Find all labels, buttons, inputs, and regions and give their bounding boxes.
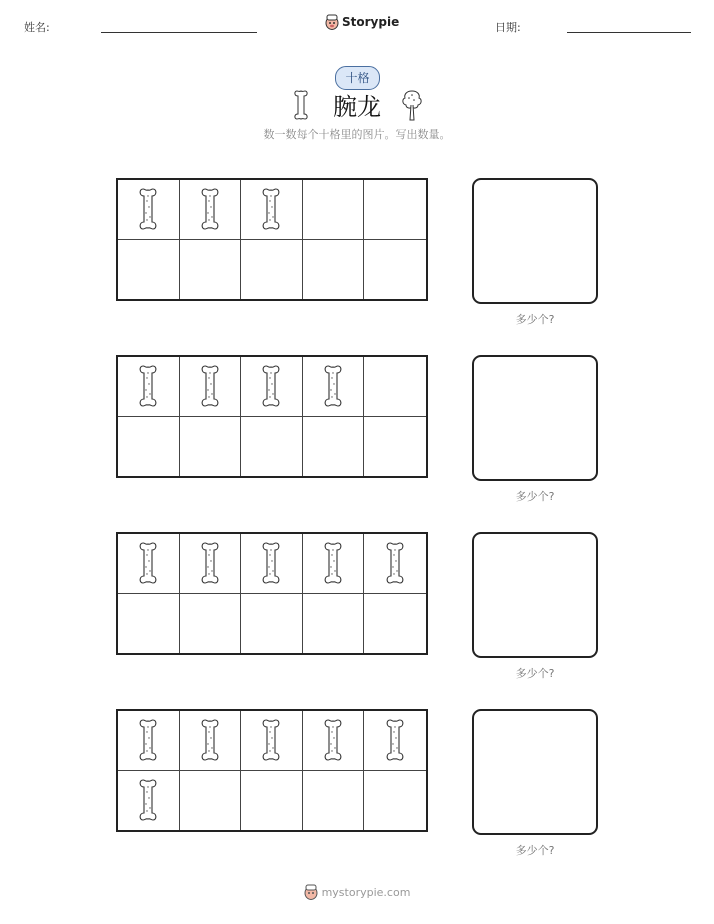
ten-frame-cell: [364, 180, 426, 240]
ten-frame: [116, 532, 428, 655]
date-line[interactable]: [567, 32, 691, 33]
storypie-mascot-icon: [304, 884, 318, 900]
ten-frame-cell: [118, 711, 180, 771]
bone-icon: [386, 541, 404, 585]
storypie-mascot-icon: [325, 14, 339, 30]
ten-frame-cell: [180, 534, 242, 594]
ten-frame-cell: [241, 357, 303, 417]
ten-frame-cell: [180, 357, 242, 417]
ten-frame-cell: [364, 711, 426, 771]
ten-frame-cell: [118, 417, 180, 477]
ten-frame-cell: [303, 240, 365, 300]
bone-icon: [324, 364, 342, 408]
ten-frame-cell: [241, 594, 303, 654]
answer-box[interactable]: [472, 532, 598, 658]
ten-frame-cell: [118, 771, 180, 831]
name-label: 姓名:: [24, 21, 50, 34]
tree-icon: [400, 88, 424, 122]
bone-icon: [139, 541, 157, 585]
bone-icon: [201, 718, 219, 762]
answer-box[interactable]: [472, 355, 598, 481]
footer: [0, 884, 714, 900]
ten-frame-cell: [118, 357, 180, 417]
ten-frame-cell: [241, 417, 303, 477]
name-line[interactable]: [101, 32, 257, 33]
ten-frame-cell: [241, 711, 303, 771]
ten-frame-cell: [364, 240, 426, 300]
bone-icon: [324, 718, 342, 762]
ten-frame-cell: [364, 594, 426, 654]
instruction-text: 数一数每个十格里的图片。写出数量。: [263, 128, 451, 141]
ten-frame-cell: [118, 240, 180, 300]
bone-icon: [262, 718, 280, 762]
ten-frame-cell: [364, 357, 426, 417]
ten-frame-cell: [180, 711, 242, 771]
footer-url[interactable]: mystorypie.com: [321, 885, 411, 899]
ten-frame-cell: [118, 594, 180, 654]
bone-icon: [324, 541, 342, 585]
ten-frame-cell: [303, 771, 365, 831]
ten-frame-cell: [180, 594, 242, 654]
ten-frame-cell: [180, 417, 242, 477]
ten-frame-cell: [241, 771, 303, 831]
worksheet-type-badge: 十格: [335, 66, 380, 90]
ten-frame-cell: [241, 534, 303, 594]
how-many-label: 多少个?: [515, 313, 555, 326]
ten-frame: [116, 178, 428, 301]
ten-frame-cell: [303, 711, 365, 771]
bone-icon: [386, 718, 404, 762]
bone-icon: [139, 364, 157, 408]
bone-icon: [262, 187, 280, 231]
how-many-label: 多少个?: [515, 667, 555, 680]
ten-frame-cell: [303, 594, 365, 654]
ten-frame: [116, 355, 428, 478]
ten-frame: [116, 709, 428, 832]
ten-frame-cell: [180, 240, 242, 300]
ten-frame-cell: [118, 180, 180, 240]
ten-frame-cell: [180, 771, 242, 831]
ten-frame-cell: [241, 180, 303, 240]
bone-icon: [262, 364, 280, 408]
bone-icon: [139, 778, 157, 822]
bone-icon: [139, 187, 157, 231]
worksheet-title: 腕龙: [333, 93, 381, 121]
brand-logo: [325, 14, 399, 30]
ten-frame-cell: [303, 417, 365, 477]
brand-name: Storypie: [342, 15, 400, 29]
ten-frame-cell: [118, 534, 180, 594]
ten-frame-cell: [303, 534, 365, 594]
ten-frame-cell: [364, 771, 426, 831]
answer-box[interactable]: [472, 178, 598, 304]
ten-frame-cell: [303, 180, 365, 240]
how-many-label: 多少个?: [515, 490, 555, 503]
bone-icon: [139, 718, 157, 762]
bone-icon: [201, 541, 219, 585]
bone-icon: [201, 364, 219, 408]
bone-icon: [262, 541, 280, 585]
ten-frame-cell: [303, 357, 365, 417]
ten-frame-cell: [364, 534, 426, 594]
date-label: 日期:: [495, 21, 521, 34]
ten-frame-cell: [364, 417, 426, 477]
how-many-label: 多少个?: [515, 844, 555, 857]
ten-frame-cell: [180, 180, 242, 240]
answer-box[interactable]: [472, 709, 598, 835]
bone-icon: [201, 187, 219, 231]
ten-frame-cell: [241, 240, 303, 300]
